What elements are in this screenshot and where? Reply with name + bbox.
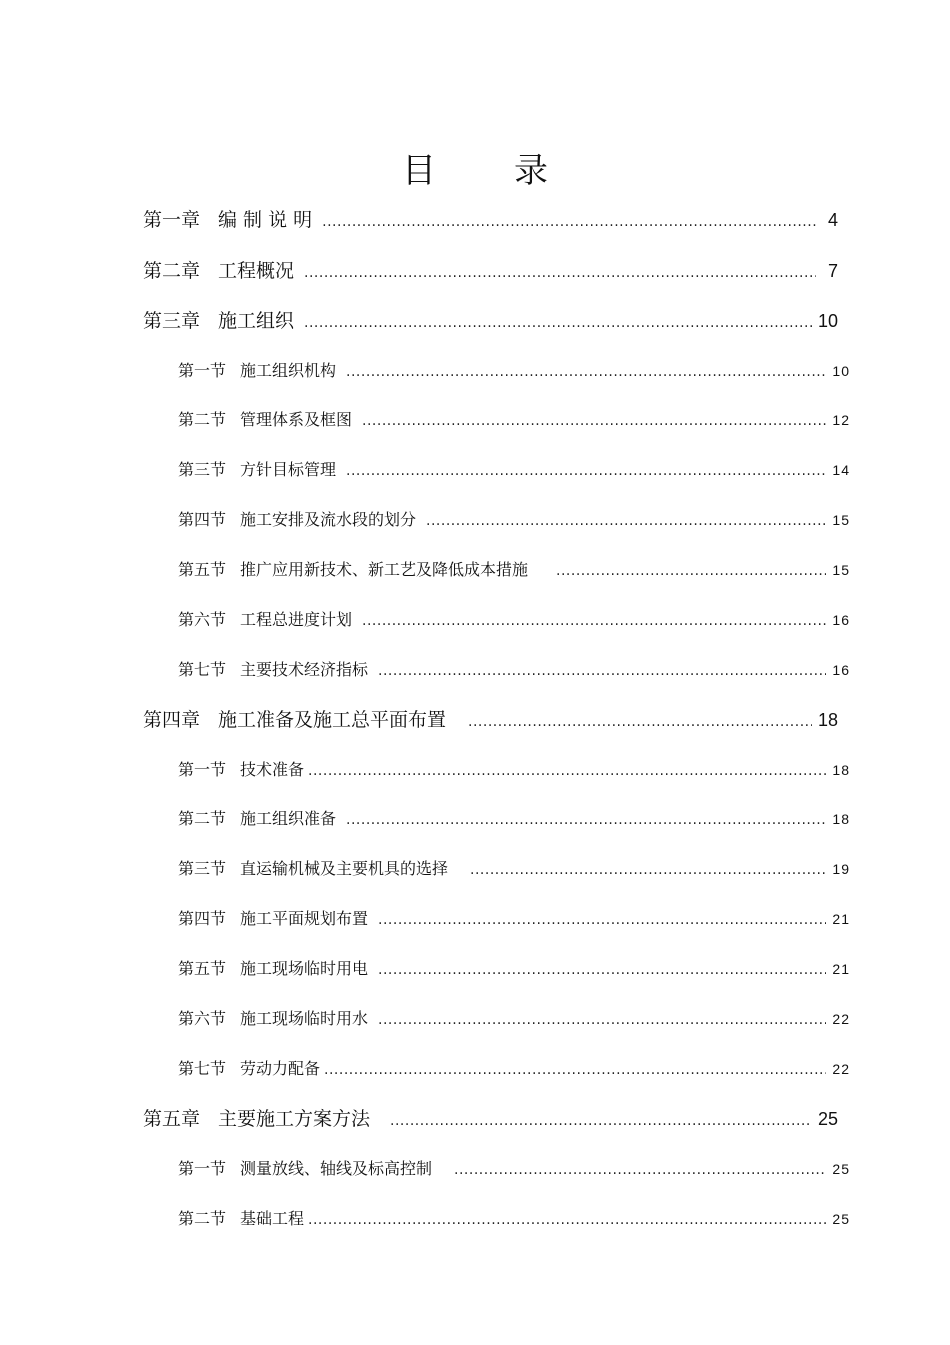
dot-leader xyxy=(346,463,826,479)
toc-section[interactable] xyxy=(178,906,850,929)
toc-chapter-1[interactable] xyxy=(143,205,838,232)
dot-leader xyxy=(362,413,826,429)
section-title: 方针目标管理 xyxy=(240,460,337,479)
section-label: 第二节 xyxy=(178,809,227,828)
dot-leader xyxy=(304,265,816,281)
page-number: 25 xyxy=(832,1161,850,1177)
section-title: 劳动力配备 xyxy=(240,1059,321,1078)
dot-leader xyxy=(470,862,826,878)
chapter-label: 第四章 xyxy=(143,709,201,731)
dot-leader xyxy=(378,912,826,928)
chapter-label: 第二章 xyxy=(143,260,201,282)
page-number: 16 xyxy=(832,612,850,628)
section-label: 第五节 xyxy=(178,959,227,978)
dot-leader xyxy=(324,1062,826,1078)
section-label: 第五节 xyxy=(178,560,227,579)
section-label: 第一节 xyxy=(178,760,227,779)
toc-section[interactable] xyxy=(178,956,850,979)
toc-section[interactable] xyxy=(178,806,850,829)
section-title: 基础工程 xyxy=(240,1209,305,1228)
title-char-1: 目 xyxy=(402,151,436,191)
section-title: 施工组织机构 xyxy=(240,361,337,380)
chapter-label: 第三章 xyxy=(143,310,201,332)
dot-leader xyxy=(308,1212,826,1228)
chapter-title: 主要施工方案方法 xyxy=(218,1108,371,1130)
dot-leader xyxy=(556,563,826,579)
page-number: 21 xyxy=(832,961,850,977)
section-label: 第二节 xyxy=(178,1209,227,1228)
toc-chapter-3[interactable] xyxy=(143,306,838,333)
title-char-2: 录 xyxy=(514,151,548,191)
page-number: 10 xyxy=(832,363,850,379)
toc-section[interactable] xyxy=(178,1156,850,1179)
toc-section[interactable] xyxy=(178,557,850,580)
toc-chapter-4[interactable] xyxy=(143,705,838,732)
section-title: 推广应用新技术、新工艺及降低成本措施 xyxy=(240,560,529,579)
page-number: 14 xyxy=(832,462,850,478)
toc-section[interactable] xyxy=(178,757,850,780)
page-number: 7 xyxy=(827,261,838,281)
page-number: 15 xyxy=(832,512,850,528)
dot-leader xyxy=(426,513,826,529)
section-label: 第四节 xyxy=(178,909,227,928)
toc-section[interactable] xyxy=(178,407,850,430)
toc-section[interactable] xyxy=(178,607,850,630)
section-title: 施工平面规划布置 xyxy=(240,909,369,928)
page-number: 18 xyxy=(817,710,838,730)
section-label: 第三节 xyxy=(178,859,227,878)
section-label: 第七节 xyxy=(178,660,227,679)
section-label: 第一节 xyxy=(178,1159,227,1178)
page-number: 10 xyxy=(817,311,838,331)
toc-section[interactable] xyxy=(178,1056,850,1079)
chapter-title: 编 制 说 明 xyxy=(218,209,313,231)
section-label: 第七节 xyxy=(178,1059,227,1078)
chapter-title: 施工组织 xyxy=(218,310,295,332)
dot-leader xyxy=(468,714,812,730)
section-label: 第一节 xyxy=(178,361,227,380)
dot-leader xyxy=(308,763,826,779)
section-label: 第二节 xyxy=(178,410,227,429)
toc-section[interactable] xyxy=(178,856,850,879)
toc-section[interactable] xyxy=(178,507,850,530)
toc-section[interactable] xyxy=(178,457,850,480)
section-title: 技术准备 xyxy=(240,760,305,779)
dot-leader xyxy=(378,1012,826,1028)
section-label: 第四节 xyxy=(178,510,227,529)
chapter-label: 第五章 xyxy=(143,1108,201,1130)
dot-leader xyxy=(346,364,826,380)
page-number: 12 xyxy=(832,412,850,428)
page-number: 19 xyxy=(832,861,850,877)
dot-leader xyxy=(454,1162,826,1178)
toc-section[interactable] xyxy=(178,1206,850,1229)
page-number: 22 xyxy=(832,1061,850,1077)
page-title xyxy=(0,143,950,192)
toc-section[interactable] xyxy=(178,1006,850,1029)
page-number: 18 xyxy=(832,762,850,778)
dot-leader xyxy=(304,315,812,331)
section-label: 第三节 xyxy=(178,460,227,479)
section-title: 直运输机械及主要机具的选择 xyxy=(240,859,449,878)
section-title: 测量放线、轴线及标高控制 xyxy=(240,1159,433,1178)
section-title: 施工组织准备 xyxy=(240,809,337,828)
dot-leader xyxy=(378,663,826,679)
page-number: 18 xyxy=(832,811,850,827)
section-label: 第六节 xyxy=(178,610,227,629)
dot-leader xyxy=(378,962,826,978)
page-number: 15 xyxy=(832,562,850,578)
section-title: 管理体系及框图 xyxy=(240,410,353,429)
section-title: 主要技术经济指标 xyxy=(240,660,369,679)
page-number: 22 xyxy=(832,1011,850,1027)
toc-section[interactable] xyxy=(178,358,850,381)
dot-leader xyxy=(362,613,826,629)
dot-leader xyxy=(390,1113,812,1129)
section-title: 工程总进度计划 xyxy=(240,610,353,629)
chapter-title: 工程概况 xyxy=(218,260,295,282)
page-number: 25 xyxy=(832,1211,850,1227)
toc-chapter-5[interactable] xyxy=(143,1104,838,1131)
page-number: 16 xyxy=(832,662,850,678)
dot-leader xyxy=(346,812,826,828)
toc-chapter-2[interactable] xyxy=(143,256,838,283)
chapter-label: 第一章 xyxy=(143,209,201,231)
page-number: 21 xyxy=(832,911,850,927)
section-label: 第六节 xyxy=(178,1009,227,1028)
toc-section[interactable] xyxy=(178,657,850,680)
section-title: 施工安排及流水段的划分 xyxy=(240,510,417,529)
chapter-title: 施工准备及施工总平面布置 xyxy=(218,709,447,731)
page-number: 25 xyxy=(817,1109,838,1129)
section-title: 施工现场临时用水 xyxy=(240,1009,369,1028)
page-number: 4 xyxy=(827,210,838,230)
dot-leader xyxy=(322,214,816,230)
section-title: 施工现场临时用电 xyxy=(240,959,369,978)
